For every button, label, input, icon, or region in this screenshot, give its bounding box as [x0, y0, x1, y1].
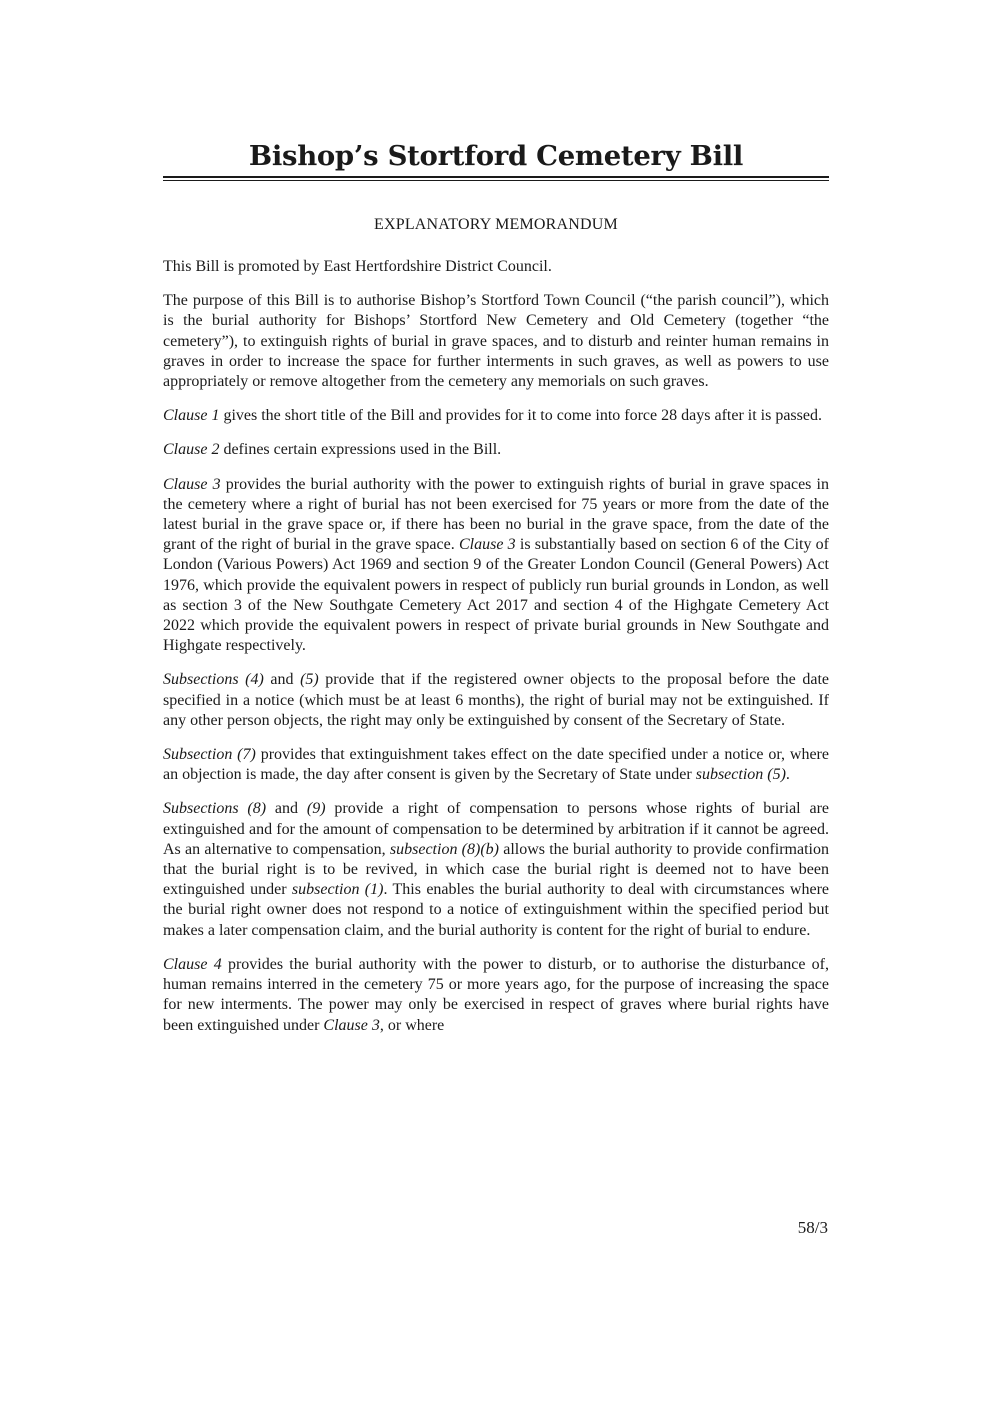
paragraph-text: provides the burial authority with the power to extinguish rights of burial in grave spaces in the cemetery where a right of burial has not been exercised for 75 years or more from the date of the latest burial in the grave space or, if there has been no burial in the grave space, from the date of the grant of the right of burial in the grave space. — [163, 475, 829, 554]
paragraph-text: and — [266, 800, 307, 818]
paragraph-text: , or where — [379, 1016, 445, 1034]
paragraph-text: is substantially based on section 6 of the City of London (Various Powers) Act 1969 and section 9 of the Greater London Council (General Powers) Act 1976, which provide the equivalent powers in respect of publicly run burial grounds in London, as well as section 3 of the New Southgate Cemetery Act 2017 and section 4 of the Highgate Cemetery Act 2022 which provide the equivalent powers in respect of private burial grounds in New Southgate and Highgate respectively. — [163, 536, 830, 655]
body-paragraph — [163, 670, 829, 731]
paragraph-text: allows the burial authority to provide confirmation that the burial right is to be revived, in which case the burial right is deemed not to have been extinguished under — [163, 840, 829, 899]
italic-reference: Clause 3 — [458, 536, 516, 554]
memorandum-body — [163, 257, 829, 1036]
document-page — [163, 136, 829, 1036]
italic-reference: subsection (1) — [291, 881, 384, 899]
italic-reference: Clause 1 — [163, 407, 220, 425]
italic-reference: subsection (5) — [695, 766, 786, 784]
italic-reference: Clause 2 — [163, 441, 220, 459]
italic-reference: subsection (8)(b) — [389, 840, 499, 858]
italic-reference: Subsection (7) — [163, 746, 256, 764]
paragraph-text: defines certain expressions used in the Bill. — [219, 441, 502, 459]
paragraph-text: provide that if the registered owner objects to the proposal before the date specified in a notice (which must be at least 6 months), the right of burial may not be extinguished. If any other person objects, the right may only be extinguished by consent of the Secretary of State. — [163, 671, 830, 729]
memorandum-heading: EXPLANATORY MEMORANDUM — [374, 216, 618, 233]
body-paragraph — [163, 799, 829, 940]
italic-reference: Subsections (8) — [163, 800, 267, 818]
page-number: 58/3 — [797, 1218, 828, 1237]
paragraph-text: provides the burial authority with the power to disturb, or to authorise the disturbance of, human remains interred in the cemetery 75 or more years ago, for the purpose of increasing the space for new interments. The power may only be exercised in respect of graves where burial rights have been extinguished under — [163, 955, 829, 1034]
italic-reference: (5) — [300, 671, 319, 689]
paragraph-text: This Bill is promoted by East Hertfordshire District Council. — [163, 258, 552, 275]
body-paragraph — [163, 475, 829, 657]
body-paragraph — [163, 406, 829, 426]
paragraph-text: The purpose of this Bill is to authorise Bishop’s Stortford Town Council (“the parish council”), which is the burial authority for Bishops’ Stortford New Cemetery and Old Cemetery (together “the cemetery”), to extinguish rights of burial in grave spaces, and to disturb and reinter human remains in graves in order to increase the space for further interments in such graves, as well as powers to use appropriately or remove altogether from the cemetery any memorials on such graves. — [163, 292, 829, 391]
italic-reference: Clause 3 — [163, 475, 221, 493]
paragraph-text: . This enables the burial authority to deal with circumstances where the burial right owner does not respond to a notice of extinguishment within the specified period but makes a later compensation claim, and the burial authority is content for the right of burial to endure. — [163, 881, 830, 939]
paragraph-text: . — [785, 766, 790, 784]
paragraph-text: gives the short title of the Bill and provides for it to come into force 28 days after it is passed. — [219, 407, 822, 425]
body-paragraph — [163, 440, 829, 460]
paragraph-text: and — [263, 671, 301, 689]
body-paragraph — [163, 745, 829, 785]
body-paragraph — [163, 291, 829, 392]
document-title: Bishop’s Stortford Cemetery Bill — [248, 140, 744, 172]
title-rule-thick — [163, 176, 829, 178]
italic-reference: Subsections (4) — [163, 671, 264, 689]
paragraph-text: provides that extinguishment takes effect on the date specified under a notice or, where an objection is made, the day after consent is given by the Secretary of State under — [163, 746, 829, 784]
italic-reference: Clause 3 — [323, 1016, 380, 1034]
body-paragraph — [163, 955, 829, 1036]
body-paragraph — [163, 257, 829, 277]
paragraph-text: provide a right of compensation to persons whose rights of burial are extinguished and for the amount of compensation to be determined by arbitration if it cannot be agreed. As an alternative to compensation, — [163, 800, 829, 858]
italic-reference: Clause 4 — [163, 955, 222, 973]
title-rule-thin — [163, 180, 829, 181]
italic-reference: (9) — [306, 800, 326, 818]
